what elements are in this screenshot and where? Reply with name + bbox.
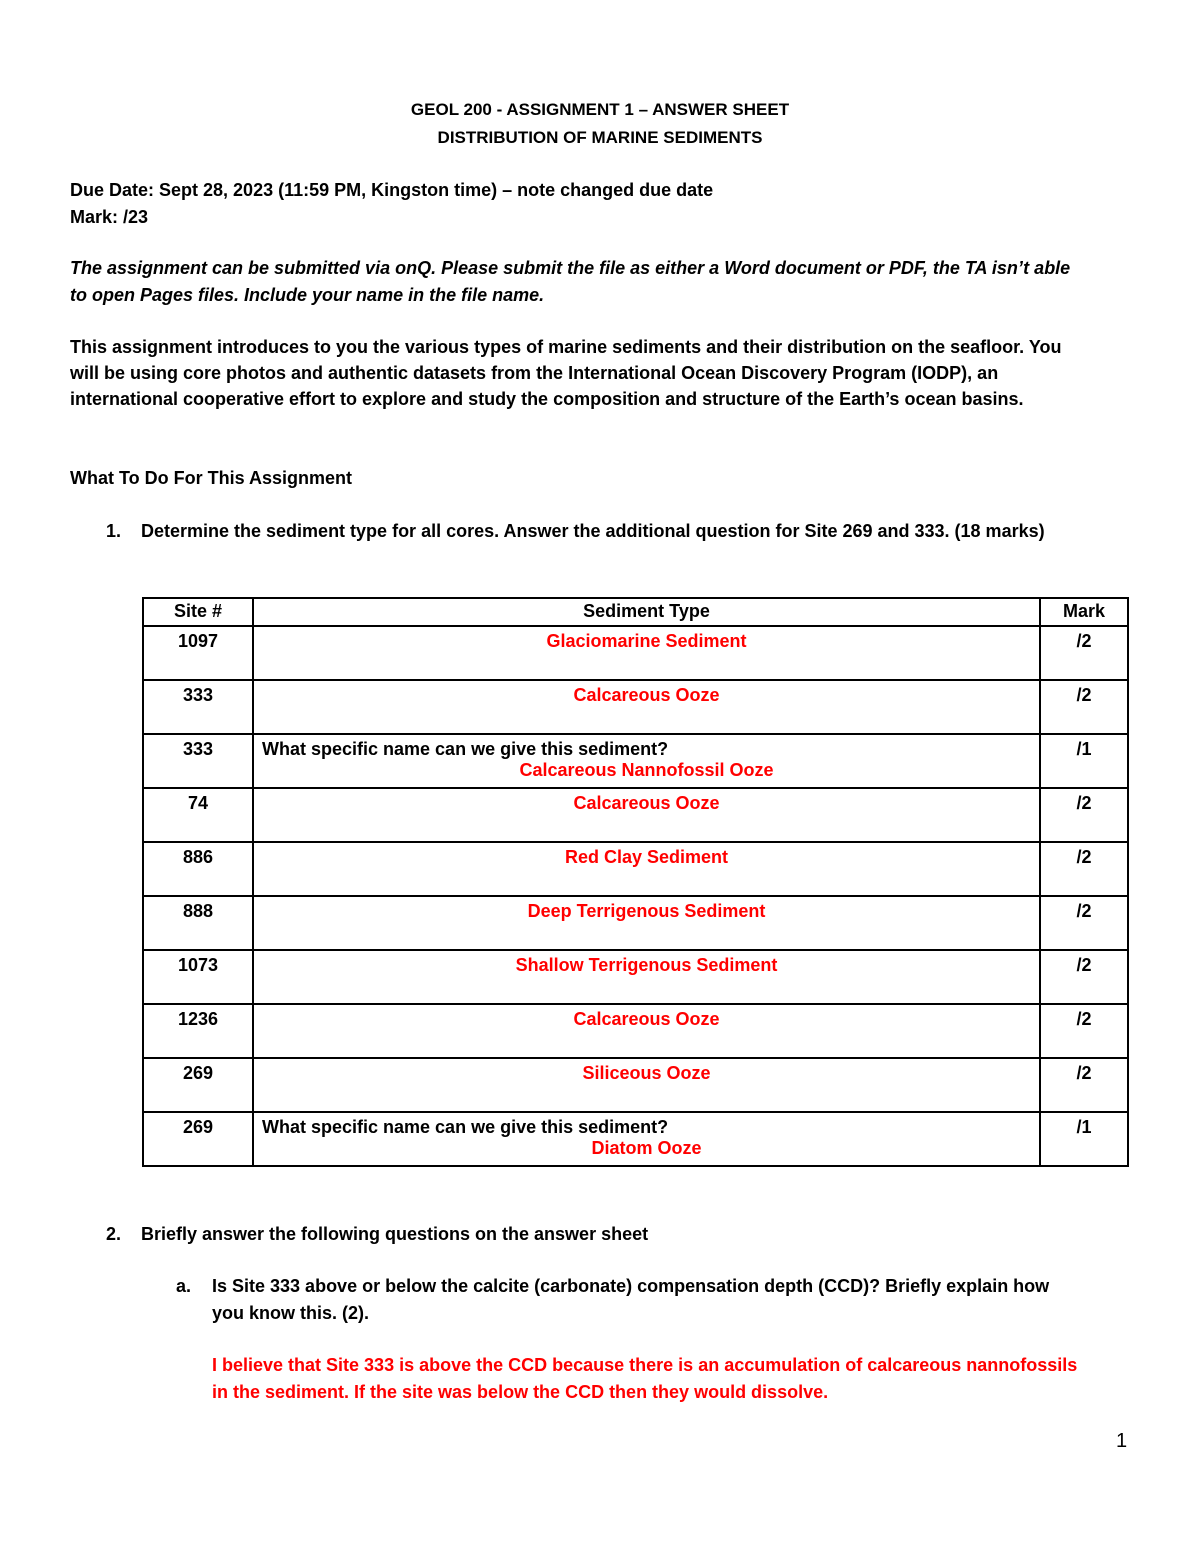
mark-cell: /1 — [1040, 734, 1128, 788]
sediment-cell — [253, 734, 1040, 788]
title-line-1: GEOL 200 - ASSIGNMENT 1 – ANSWER SHEET — [410, 100, 790, 119]
table-row — [143, 950, 1128, 1004]
mark-cell: /2 — [1040, 950, 1128, 1004]
mark-cell: /2 — [1040, 896, 1128, 950]
site-cell: 333 — [143, 734, 253, 788]
mark-cell: /2 — [1040, 842, 1128, 896]
site-cell: 333 — [143, 680, 253, 734]
table-row — [143, 842, 1128, 896]
answer-text: Diatom Ooze — [591, 1138, 702, 1158]
sediment-cell — [253, 788, 1040, 842]
intro-line-2: will be using core photos and authentic datasets from the International Ocean Discovery Program (IODP), an — [70, 363, 999, 383]
sediment-cell — [253, 1058, 1040, 1112]
table-row — [143, 788, 1128, 842]
site-cell: 269 — [143, 1112, 253, 1166]
header-site: Site # — [143, 598, 253, 626]
mark-cell: /1 — [1040, 1112, 1128, 1166]
sediment-cell — [253, 1112, 1040, 1166]
table-row — [143, 1004, 1128, 1058]
site-cell: 1236 — [143, 1004, 253, 1058]
mark-cell: /2 — [1040, 788, 1128, 842]
sediment-cell — [253, 1004, 1040, 1058]
question-1-text: Determine the sediment type for all cores. Answer the additional question for Site 269 and 333. (18 marks) — [141, 521, 1045, 541]
answer-text: Calcareous Ooze — [573, 1009, 720, 1029]
table-row — [143, 626, 1128, 680]
question-2a-line-2: you know this. (2). — [212, 1303, 370, 1323]
answer-text: Shallow Terrigenous Sediment — [515, 955, 778, 975]
answer-text: Calcareous Ooze — [573, 685, 720, 705]
intro-line-1: This assignment introduces to you the various types of marine sediments and their distribution on the seafloor. You — [70, 337, 1062, 357]
answer-text: Glaciomarine Sediment — [546, 631, 747, 651]
section-heading: What To Do For This Assignment — [70, 468, 352, 488]
table-row — [143, 734, 1128, 788]
submission-line-1: The assignment can be submitted via onQ. Please submit the file as either a Word document or PDF, the TA isn’t able — [70, 258, 1071, 278]
answer-2a-line-1: I believe that Site 333 is above the CCD because there is an accumulation of calcareous nannofossils — [212, 1355, 1078, 1375]
site-cell: 1097 — [143, 626, 253, 680]
question-2-text: Briefly answer the following questions on the answer sheet — [141, 1224, 649, 1244]
site-cell: 888 — [143, 896, 253, 950]
header-sediment-type: Sediment Type — [253, 598, 1040, 626]
question-text: What specific name can we give this sediment? — [262, 1117, 669, 1137]
question-2-number: 2. — [106, 1224, 122, 1244]
sediment-cell — [253, 680, 1040, 734]
site-cell: 1073 — [143, 950, 253, 1004]
answer-text: Calcareous Nannofossil Ooze — [519, 760, 774, 780]
answer-text: Calcareous Ooze — [573, 793, 720, 813]
sediment-cell — [253, 626, 1040, 680]
title-line-2: DISTRIBUTION OF MARINE SEDIMENTS — [437, 128, 763, 147]
table-row — [143, 896, 1128, 950]
sediment-table — [142, 597, 1129, 1167]
mark-cell: /2 — [1040, 1058, 1128, 1112]
answer-text: Deep Terrigenous Sediment — [527, 901, 766, 921]
table-row — [143, 1112, 1128, 1166]
sediment-cell — [253, 842, 1040, 896]
due-date: Due Date: Sept 28, 2023 (11:59 PM, Kingston time) – note changed due date — [70, 180, 714, 200]
submission-line-2: to open Pages files. Include your name in the file name. — [70, 285, 545, 305]
table-header-row — [143, 598, 1128, 626]
mark-cell: /2 — [1040, 626, 1128, 680]
table-row — [143, 680, 1128, 734]
site-cell: 886 — [143, 842, 253, 896]
mark-cell: /2 — [1040, 1004, 1128, 1058]
question-2a-label: a. — [176, 1276, 192, 1296]
question-text: What specific name can we give this sediment? — [262, 739, 669, 759]
question-1-number: 1. — [106, 521, 122, 541]
answer-text: Red Clay Sediment — [564, 847, 729, 867]
sediment-cell — [253, 950, 1040, 1004]
question-2a-line-1: Is Site 333 above or below the calcite (carbonate) compensation depth (CCD)? Briefly explain how — [212, 1276, 1050, 1296]
mark-cell: /2 — [1040, 680, 1128, 734]
mark-total: Mark: /23 — [70, 207, 149, 227]
intro-line-3: international cooperative effort to explore and study the composition and structure of the Earth’s ocean basins. — [70, 389, 1024, 409]
site-cell: 74 — [143, 788, 253, 842]
answer-text: Siliceous Ooze — [582, 1063, 711, 1083]
sediment-cell — [253, 896, 1040, 950]
answer-2a-line-2: in the sediment. If the site was below the CCD then they would dissolve. — [212, 1382, 829, 1402]
site-cell: 269 — [143, 1058, 253, 1112]
table-row — [143, 1058, 1128, 1112]
header-mark: Mark — [1040, 598, 1128, 626]
page-number: 1 — [1116, 1430, 1128, 1452]
